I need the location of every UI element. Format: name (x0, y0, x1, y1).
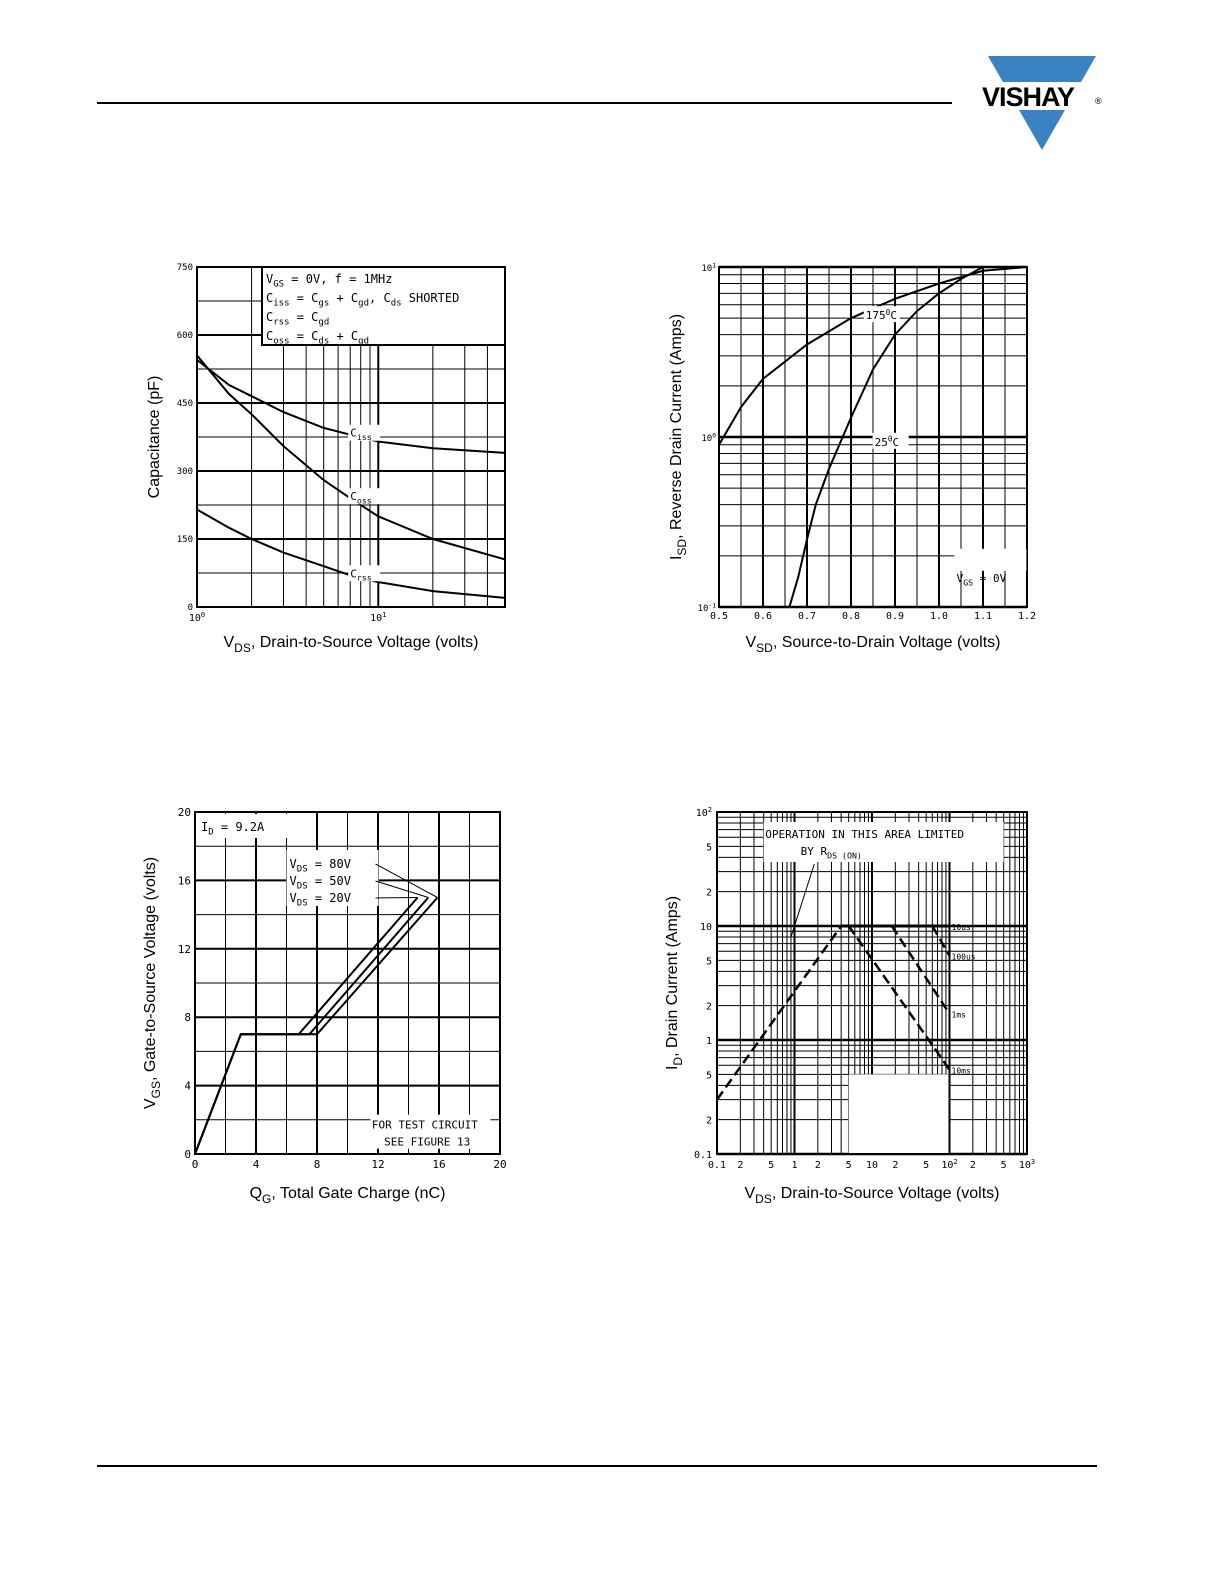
test-note-line: SEE FIGURE 13 (384, 1135, 471, 1149)
legend-line: $C_{rss} = C_{gd}$ (266, 310, 330, 328)
y-tick-label: 1 (705, 1036, 712, 1047)
soa-line-10ms (849, 926, 950, 1070)
y-tick-label: 150 (176, 535, 193, 545)
series-label: $V_{DS} = 50V$ (289, 874, 351, 892)
x-tick-label: 8 (313, 1158, 321, 1171)
x-tick-label: 0.1 (707, 1160, 727, 1171)
vishay-logo (982, 52, 1110, 156)
series-label: $C_{iss}$ (350, 426, 372, 443)
x-tick-label: $10^2$ (941, 1158, 958, 1171)
x-tick-label: 20 (493, 1158, 507, 1171)
x-tick-label: 1.0 (929, 611, 949, 622)
x-tick-label: 5 (768, 1160, 775, 1171)
x-tick-label: 4 (252, 1158, 260, 1171)
x-tick-label: $10^3$ (1018, 1158, 1036, 1171)
y-tick-label: 5 (705, 1070, 712, 1082)
series-label: $C_{oss}$ (350, 490, 372, 506)
y-tick-label: 5 (705, 842, 712, 854)
y-tick-label: 300 (176, 467, 193, 477)
gate-charge-chart (135, 800, 515, 1215)
x-tick-label: 10 (865, 1160, 879, 1171)
x-tick-label: 0.8 (841, 611, 861, 622)
x-tick-label: 16 (432, 1158, 446, 1171)
x-tick-label: 2 (737, 1160, 744, 1171)
series-label: $25^0C$ (874, 434, 900, 449)
x-tick-label: 0.6 (753, 611, 773, 622)
footer-rule (97, 1465, 1097, 1467)
y-tick-label: 10 (699, 922, 712, 933)
reverse-drain-current-chart-svg (655, 255, 1045, 665)
y-tick-label: 0.1 (693, 1150, 712, 1161)
x-tick-label: 0 (191, 1158, 199, 1171)
logo-registered-mark: ® (1095, 96, 1102, 106)
legend-line: $C_{iss} = C_{gs} + C_{gd}$, $C_{ds}$ SHORTED (266, 291, 460, 309)
y-axis-label: $I_D$, Drain Current (Amps) (664, 895, 685, 1071)
series-leader-line (376, 881, 429, 898)
y-tick-label: 20 (177, 806, 191, 819)
x-tick-label: 2 (814, 1160, 821, 1171)
y-tick-label: $10^0$ (701, 432, 716, 444)
x-tick-label: 0.5 (709, 611, 729, 622)
x-tick-label: 0.7 (797, 611, 817, 622)
series-line-rss (197, 510, 505, 598)
annotation-bg (954, 549, 1026, 571)
reverse-drain-current-chart (655, 255, 1045, 665)
y-tick-label: 0 (187, 603, 193, 613)
x-tick-label: 1.2 (1017, 611, 1037, 622)
limit-note-line: OPERATION IN THIS AREA LIMITED (765, 828, 964, 841)
series-label: $V_{DS} = 20V$ (289, 891, 351, 909)
series-leader-line (376, 898, 418, 899)
x-tick-label: $10^1$ (370, 611, 387, 624)
y-axis-label: $V_{GS}$, Gate-to-Source Voltage (volts) (142, 856, 163, 1110)
x-axis-label: $V_{SD}$, Source-to-Drain Voltage (volts) (745, 634, 1001, 655)
y-tick-label: 2 (705, 1001, 712, 1013)
y-tick-label: 2 (705, 1115, 712, 1127)
gate-charge-chart-svg (135, 800, 515, 1215)
limit-note-line: BY $R_{DS (ON)}$ (800, 845, 862, 861)
id-label: $I_D = 9.2A$ (201, 820, 265, 838)
x-tick-label: $10^0$ (188, 611, 206, 624)
y-axis-label: Capacitance (pF) (146, 375, 163, 499)
y-tick-label: 12 (177, 942, 191, 956)
x-axis-label: $Q_G$, Total Gate Charge (nC) (249, 1185, 446, 1206)
y-tick-label: 5 (705, 956, 712, 968)
legend-line: $V_{GS} = 0V$, f = 1MHz (266, 272, 393, 290)
series-label: $175^0C$ (865, 307, 897, 323)
pulse-width-label: 1ms (951, 1010, 966, 1020)
y-tick-label: $10^1$ (701, 262, 716, 274)
safe-operating-area-chart-svg (655, 800, 1050, 1215)
x-axis-label: $V_{DS}$, Drain-to-Source Voltage (volts) (223, 634, 479, 655)
blank-region (849, 1074, 949, 1153)
pulse-width-label: 100us (951, 952, 976, 962)
y-tick-label: $10^2$ (695, 806, 712, 819)
header-rule (97, 102, 952, 104)
x-axis-label: $V_{DS}$, Drain-to-Source Voltage (volts) (744, 1185, 1000, 1206)
capacitance-chart (135, 255, 515, 665)
y-tick-label: 750 (176, 263, 193, 273)
pulse-width-label: 10us (951, 923, 971, 932)
y-tick-label: 450 (176, 399, 193, 409)
y-tick-label: 16 (177, 874, 191, 888)
y-tick-label: 2 (705, 887, 712, 899)
capacitance-chart-svg (135, 255, 515, 665)
logo-text: VISHAY (982, 82, 1075, 112)
vgs-annotation: $V_{GS} = 0V$ (956, 572, 1007, 588)
x-tick-label: 2 (892, 1160, 899, 1171)
series-label: $C_{rss}$ (350, 567, 372, 583)
x-tick-label: 2 (969, 1160, 976, 1171)
x-tick-label: 5 (845, 1160, 852, 1171)
y-tick-label: 4 (184, 1079, 191, 1093)
test-note-line: FOR TEST CIRCUIT (371, 1118, 478, 1132)
x-tick-label: 0.9 (885, 611, 905, 622)
x-tick-label: 5 (923, 1160, 930, 1171)
x-tick-label: 5 (1000, 1160, 1007, 1171)
series-label: $V_{DS} = 80V$ (289, 857, 351, 875)
x-tick-label: 1.1 (973, 611, 993, 622)
legend-line: $C_{oss} = C_{ds} + C_{gd}$ (266, 329, 369, 347)
safe-operating-area-chart (655, 800, 1050, 1215)
x-tick-label: 1 (791, 1160, 798, 1171)
y-tick-label: 600 (176, 331, 193, 341)
x-tick-label: 12 (371, 1158, 385, 1171)
y-axis-label: $I_{SD}$, Reverse Drain Current (Amps) (668, 313, 689, 561)
soa-line-rdsonlimit (717, 926, 841, 1100)
pulse-width-label: 10ms (951, 1066, 971, 1076)
y-tick-label: $10^{-1}$ (697, 602, 716, 614)
y-tick-label: 0 (184, 1148, 191, 1161)
series-line-oss (197, 355, 505, 559)
y-tick-label: 8 (184, 1011, 191, 1025)
